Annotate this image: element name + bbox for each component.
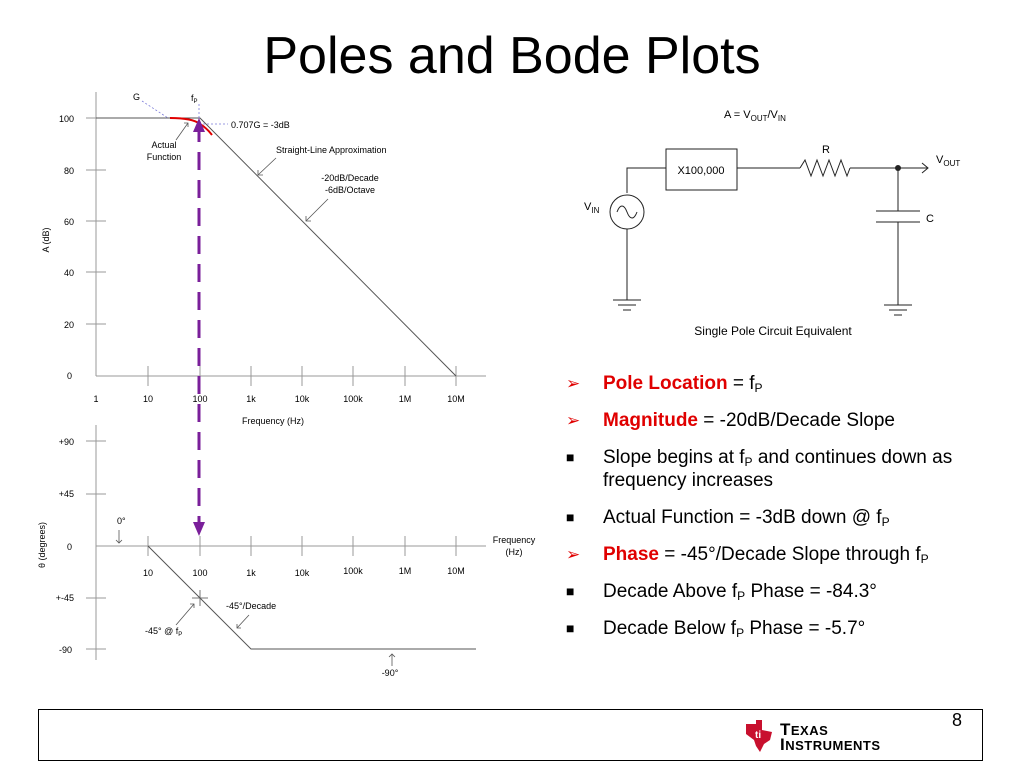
- y-tick-40: 40: [63, 268, 74, 278]
- fp-label: $f_P$: [191, 93, 198, 105]
- phase-y-tick-plus90: +90: [58, 437, 74, 447]
- fp-connector-arrow: [190, 118, 210, 538]
- phase-plot: [0, 425, 560, 685]
- phase-y-tick-minus45: +-45: [55, 593, 74, 603]
- x-tick-1M: 1M: [398, 394, 412, 404]
- phase-slope-label: -45°/Decade: [226, 601, 277, 611]
- bullet-decade-below: ■ Decade Below $f_P$ Phase = -5.7°: [566, 618, 866, 640]
- minus-45-at-fp-label: -45° @ $f_P$: [145, 626, 183, 638]
- y-tick-20: 20: [63, 320, 74, 330]
- phase-x-tick-1k: 1k: [246, 568, 256, 578]
- phase-y-axis-label: θ (degrees): [37, 521, 47, 569]
- phase-y-tick-0: 0: [66, 542, 72, 552]
- x-tick-100: 100: [192, 394, 208, 404]
- arrow-bullet-icon: ➢: [566, 374, 581, 393]
- svg-text:ti: ti: [755, 730, 762, 741]
- slide-title: Poles and Bode Plots: [263, 27, 761, 85]
- y-tick-60: 60: [63, 217, 74, 227]
- phase-x-tick-100k: 100k: [343, 566, 363, 576]
- x-tick-100k: 100k: [343, 394, 363, 404]
- x-tick-1k: 1k: [246, 394, 256, 404]
- circuit-caption: Single Pole Circuit Equivalent: [694, 324, 852, 338]
- resistor-label: R: [822, 144, 830, 156]
- bullet-pole-location: ➢ Pole Location = $f_P$: [566, 373, 763, 395]
- texas-instruments-logo: [744, 720, 914, 754]
- vout-label: $V_{OUT}$: [936, 154, 961, 168]
- minus-3db-label: 0.707G = -3dB: [231, 120, 290, 130]
- y-tick-80: 80: [63, 166, 74, 176]
- logo-line1: TEXAS: [780, 720, 829, 739]
- bullet-slope-begins: ■ Slope begins at $f_P$ and continues down as frequency increases: [566, 447, 953, 491]
- bullet-decade-above: ■ Decade Above $f_P$ Phase = -84.3°: [566, 581, 877, 603]
- phase-x-tick-1M: 1M: [398, 566, 412, 576]
- slide-footer: [38, 709, 983, 761]
- amplifier-label: X100,000: [677, 165, 725, 177]
- slope-label-line1: -20dB/Decade: [321, 173, 379, 183]
- ground-icon: [613, 300, 641, 310]
- bullet-phase: ➢ Phase = -45°/Decade Slope through $f_P$: [566, 544, 929, 566]
- bullet-list: [566, 372, 1016, 654]
- x-tick-10M: 10M: [447, 394, 465, 404]
- vin-label: $V_{IN}$: [584, 201, 600, 215]
- page-number: 8: [951, 710, 962, 730]
- ground-icon: [884, 305, 912, 315]
- phase-y-tick-plus45: +45: [58, 489, 74, 499]
- capacitor-label: C: [926, 213, 934, 225]
- gain-formula: $A = V_{OUT}/V_{IN}$: [724, 109, 786, 123]
- square-bullet-icon: ■: [566, 620, 575, 636]
- phase-x-label-line2: (Hz): [505, 547, 523, 557]
- x-tick-1: 1: [93, 394, 99, 404]
- straight-line-label: Straight-Line Approximation: [276, 145, 387, 155]
- ti-state-icon: [744, 720, 774, 752]
- bullet-magnitude: ➢ Magnitude = -20dB/Decade Slope: [566, 410, 895, 431]
- phase-x-tick-10: 10: [142, 568, 154, 578]
- square-bullet-icon: ■: [566, 449, 575, 465]
- phase-x-tick-100: 100: [192, 568, 208, 578]
- phase-y-tick-minus90: -90: [58, 645, 72, 655]
- x-axis-label: Frequency (Hz): [241, 416, 305, 426]
- arrow-bullet-icon: ➢: [566, 411, 581, 430]
- square-bullet-icon: ■: [566, 583, 575, 599]
- phase-x-tick-10k: 10k: [294, 568, 310, 578]
- magnitude-plot: [0, 80, 560, 430]
- phase-approximation-line: [148, 546, 476, 649]
- x-tick-10k: 10k: [294, 394, 310, 404]
- g-label: G: [133, 92, 141, 102]
- minus-90-label: -90°: [381, 668, 399, 678]
- x-tick-10: 10: [142, 394, 154, 404]
- circuit-diagram: [570, 100, 1000, 350]
- capacitor-icon: [876, 211, 920, 222]
- actual-label-line1: Actual: [151, 140, 177, 150]
- y-tick-100: 100: [58, 114, 74, 124]
- arrow-bullet-icon: ➢: [566, 545, 581, 564]
- slope-label-line2: -6dB/Octave: [324, 185, 376, 195]
- zero-degree-label: 0°: [117, 516, 126, 526]
- square-bullet-icon: ■: [566, 509, 575, 525]
- y-axis-label: A (dB): [41, 227, 51, 253]
- y-tick-0: 0: [66, 371, 72, 381]
- phase-x-tick-10M: 10M: [447, 566, 465, 576]
- actual-label-line2: Function: [146, 152, 182, 162]
- resistor-icon: [800, 160, 850, 176]
- logo-line2: INSTRUMENTS: [780, 735, 881, 754]
- bullet-actual-function: ■ Actual Function = -3dB down @ $f_P$: [566, 507, 890, 529]
- phase-x-label-line1: Frequency: [492, 535, 536, 545]
